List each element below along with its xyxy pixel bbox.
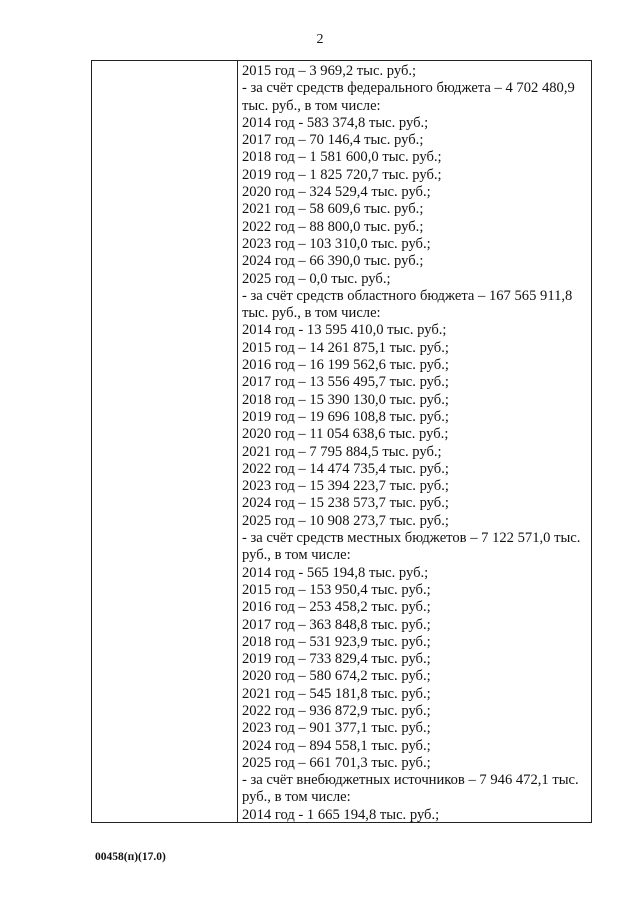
funding-line: 2018 год – 531 923,9 тыс. руб.; [242, 633, 431, 650]
funding-line: 2015 год – 153 950,4 тыс. руб.; [242, 581, 431, 598]
funding-line: 2018 год – 15 390 130,0 тыс. руб.; [242, 391, 449, 408]
funding-line: 2014 год - 565 194,8 тыс. руб.; [242, 564, 429, 581]
funding-line: 2014 год - 583 374,8 тыс. руб.; [242, 114, 429, 131]
funding-line: 2019 год – 733 829,4 тыс. руб.; [242, 651, 431, 668]
funding-line: 2019 год – 19 696 108,8 тыс. руб.; [242, 408, 449, 425]
page-number: 2 [316, 32, 324, 47]
document-code: 00458(п)(17.0) [95, 851, 166, 863]
funding-line: 2024 год – 894 558,1 тыс. руб.; [242, 737, 431, 754]
funding-line: 2022 год – 936 872,9 тыс. руб.; [242, 702, 431, 719]
funding-line: 2014 год - 1 665 194,8 тыс. руб.; [242, 806, 440, 823]
funding-line: 2022 год – 14 474 735,4 тыс. руб.; [242, 460, 449, 477]
funding-line: - за счёт средств местных бюджетов – 7 122 571,0 тыс. [242, 530, 581, 547]
funding-line: 2024 год – 66 390,0 тыс. руб.; [242, 253, 424, 270]
funding-line: руб., в том числе: [242, 789, 351, 806]
table-right-cell [238, 61, 591, 822]
funding-line: 2023 год – 901 377,1 тыс. руб.; [242, 720, 431, 737]
funding-line: 2020 год – 580 674,2 тыс. руб.; [242, 668, 431, 685]
funding-line: 2024 год – 15 238 573,7 тыс. руб.; [242, 495, 449, 512]
funding-line: руб., в том числе: [242, 547, 351, 564]
funding-line: 2020 год – 11 054 638,6 тыс. руб.; [242, 426, 449, 443]
funding-line: 2017 год – 13 556 495,7 тыс. руб.; [242, 374, 449, 391]
funding-line: 2020 год – 324 529,4 тыс. руб.; [242, 184, 431, 201]
funding-line: 2022 год – 88 800,0 тыс. руб.; [242, 218, 424, 235]
funding-table [91, 60, 592, 823]
funding-line: 2015 год – 14 261 875,1 тыс. руб.; [242, 339, 449, 356]
funding-line: - за счёт средств федерального бюджета – 4 702 480,9 [242, 80, 575, 97]
funding-line: 2025 год – 0,0 тыс. руб.; [242, 270, 391, 287]
funding-line: 2018 год – 1 581 600,0 тыс. руб.; [242, 149, 442, 166]
funding-line: 2023 год – 103 310,0 тыс. руб.; [242, 235, 431, 252]
funding-line: 2017 год – 363 848,8 тыс. руб.; [242, 616, 431, 633]
funding-line: 2021 год – 58 609,6 тыс. руб.; [242, 201, 424, 218]
funding-line: 2015 год – 3 969,2 тыс. руб.; [242, 63, 417, 79]
table-left-cell [92, 61, 238, 822]
funding-line: 2023 год – 15 394 223,7 тыс. руб.; [242, 478, 449, 495]
funding-line: 2021 год – 7 795 884,5 тыс. руб.; [242, 443, 442, 460]
funding-line: 2021 год – 545 181,8 тыс. руб.; [242, 685, 431, 702]
funding-line: 2019 год – 1 825 720,7 тыс. руб.; [242, 166, 442, 183]
funding-line: 2014 год - 13 595 410,0 тыс. руб.; [242, 322, 447, 339]
funding-line: - за счёт внебюджетных источников – 7 946 472,1 тыс. [242, 772, 579, 789]
funding-line: 2016 год – 253 458,2 тыс. руб.; [242, 599, 431, 616]
funding-line: - за счёт средств областного бюджета – 167 565 911,8 [242, 287, 573, 304]
funding-line: тыс. руб., в том числе: [242, 97, 381, 114]
funding-line: тыс. руб., в том числе: [242, 305, 381, 322]
funding-line: 2017 год – 70 146,4 тыс. руб.; [242, 132, 424, 149]
funding-line: 2025 год – 661 701,3 тыс. руб.; [242, 754, 431, 771]
funding-line: 2016 год – 16 199 562,6 тыс. руб.; [242, 357, 449, 374]
funding-line: 2025 год – 10 908 273,7 тыс. руб.; [242, 512, 449, 529]
